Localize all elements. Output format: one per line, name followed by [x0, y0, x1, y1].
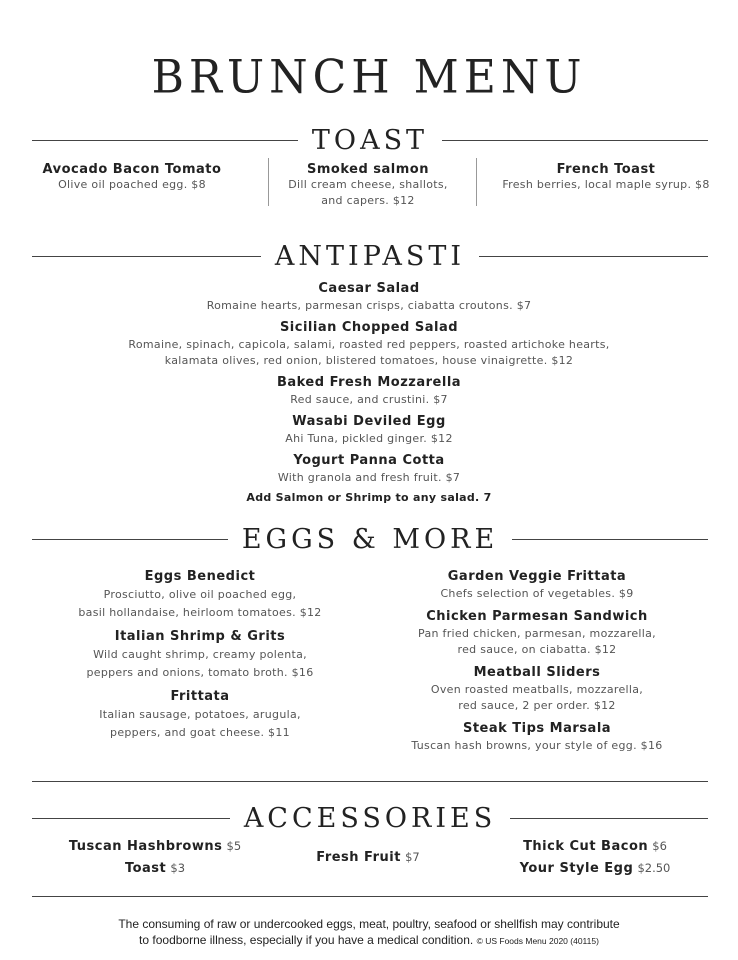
item-name: Thick Cut Bacon [523, 839, 649, 854]
menu-title: BRUNCH MENU [151, 50, 587, 105]
divider [32, 539, 228, 540]
item-description: Tuscan hash browns, your style of egg. $16 [411, 739, 663, 752]
section-header-accessories [32, 803, 708, 833]
item-description: kalamata olives, red onion, blistered tomatoes, house vinaigrette. $12 [164, 354, 574, 367]
item-price: $7 [405, 850, 420, 864]
item-description: peppers and onions, tomato broth. $16 [86, 666, 314, 679]
item-description: red sauce, on ciabatta. $12 [457, 643, 617, 656]
item-name: Chicken Parmesan Sandwich [426, 609, 648, 624]
section-title-antipasti: ANTIPASTI [274, 240, 466, 272]
menu-item [392, 608, 682, 658]
column-divider [268, 158, 269, 206]
divider [510, 818, 708, 819]
item-description: Dill cream cheese, shallots, [288, 178, 448, 191]
item-name: Frittata [170, 689, 230, 704]
item-name: Steak Tips Marsala [462, 721, 612, 736]
section-title-accessories: ACCESSORIES [243, 802, 497, 834]
item-name: Tuscan Hashbrowns [68, 839, 223, 854]
item-name: Yogurt Panna Cotta [293, 453, 445, 468]
accessory-item [60, 861, 250, 876]
divider [479, 256, 708, 257]
item-name: Smoked salmon [307, 162, 429, 177]
menu-item [60, 374, 678, 408]
section-header-toast [32, 125, 708, 155]
menu-item [392, 664, 682, 714]
footer-disclaimer [0, 916, 738, 949]
accessory-item [500, 839, 690, 854]
eggs-right-column [392, 568, 682, 760]
item-price: $5 [226, 839, 242, 853]
item-name: Toast [124, 861, 167, 876]
item-name: Eggs Benedict [144, 569, 256, 584]
add-on-note: Add Salmon or Shrimp to any salad. 7 [246, 491, 492, 504]
item-description: peppers, and goat cheese. $11 [110, 726, 290, 739]
disclaimer-text: to foodborne illness, especially if you have a medical condition. [139, 933, 474, 947]
item-description: Romaine, spinach, capicola, salami, roasted red peppers, roasted artichoke hearts, [128, 338, 610, 351]
menu-item [270, 162, 466, 209]
menu-item [55, 688, 345, 742]
item-description: Pan fried chicken, parmesan, mozzarella, [418, 627, 656, 640]
item-description: Oven roasted meatballs, mozzarella, [430, 683, 644, 696]
item-description: basil hollandaise, heirloom tomatoes. $12 [78, 606, 322, 619]
item-price: $3 [170, 861, 186, 875]
item-description: red sauce, 2 per order. $12 [458, 699, 616, 712]
item-description: Olive oil poached egg. $8 [58, 178, 206, 191]
menu-item [60, 280, 678, 314]
item-name: Italian Shrimp & Grits [114, 629, 286, 644]
eggs-left-column [55, 568, 345, 748]
divider [32, 256, 261, 257]
item-description: With granola and fresh fruit. $7 [277, 471, 461, 484]
item-description: Wild caught shrimp, creamy polenta, [93, 648, 307, 661]
item-name: Baked Fresh Mozzarella [276, 375, 462, 390]
menu-item [30, 162, 234, 193]
section-header-antipasti [32, 241, 708, 271]
disclaimer-line: The consuming of raw or undercooked eggs, meat, poultry, seafood or shellfish may contribute [118, 917, 620, 931]
menu-item [55, 628, 345, 682]
item-description: Romaine hearts, parmesan crisps, ciabatta croutons. $7 [206, 299, 532, 312]
menu-item [392, 568, 682, 602]
disclaimer-line [0, 932, 738, 949]
divider [512, 539, 708, 540]
section-header-eggs [32, 524, 708, 554]
accessory-item [500, 861, 690, 876]
item-name: Garden Veggie Frittata [447, 569, 627, 584]
antipasti-list [60, 280, 678, 504]
item-name: Avocado Bacon Tomato [42, 162, 222, 177]
item-name: Your Style Egg [519, 861, 634, 876]
divider [32, 781, 708, 782]
item-description: Ahi Tuna, pickled ginger. $12 [285, 432, 453, 445]
menu-item [392, 720, 682, 754]
item-description: and capers. $12 [321, 194, 415, 207]
menu-item [55, 568, 345, 622]
item-name: French Toast [556, 162, 656, 177]
item-name: Caesar Salad [318, 281, 420, 296]
section-title-eggs: EGGS & MORE [241, 523, 499, 555]
section-title-toast: TOAST [311, 124, 429, 156]
copyright-credit: © US Foods Menu 2020 (40115) [476, 936, 599, 946]
item-description: Italian sausage, potatoes, arugula, [99, 708, 301, 721]
menu-item [490, 162, 722, 193]
divider [32, 140, 298, 141]
accessory-item [60, 839, 250, 854]
menu-item [60, 452, 678, 486]
item-description: Chefs selection of vegetables. $9 [440, 587, 634, 600]
menu-item [60, 319, 678, 369]
item-name: Sicilian Chopped Salad [279, 320, 459, 335]
item-description: Prosciutto, olive oil poached egg, [103, 588, 297, 601]
accessory-item [268, 850, 468, 865]
divider [32, 818, 230, 819]
menu-item [60, 413, 678, 447]
item-name: Wasabi Deviled Egg [292, 414, 446, 429]
item-name: Meatball Sliders [473, 665, 601, 680]
item-price: $6 [652, 839, 667, 853]
divider [442, 140, 708, 141]
divider [32, 896, 708, 897]
column-divider [476, 158, 477, 206]
item-description: Red sauce, and crustini. $7 [290, 393, 448, 406]
item-description: Fresh berries, local maple syrup. $8 [502, 178, 710, 191]
item-price: $2.50 [637, 861, 671, 875]
item-name: Fresh Fruit [316, 850, 401, 865]
